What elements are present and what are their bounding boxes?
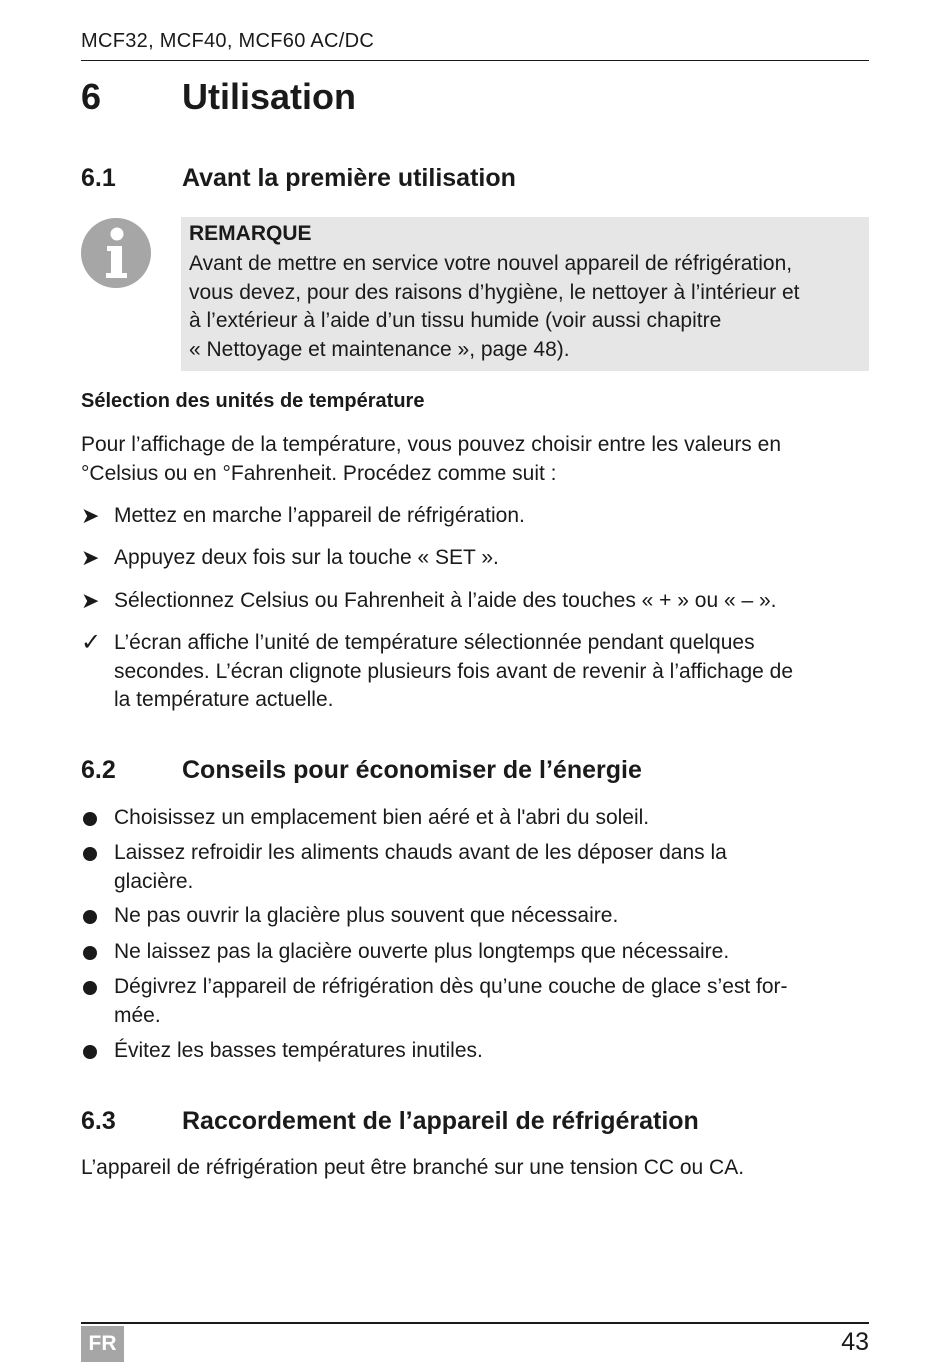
arrow-icon: ➤ xyxy=(81,545,100,570)
bullet-text: Choisissez un emplacement bien aéré et à l'abri du soleil. xyxy=(114,806,650,829)
result-line: L’écran affiche l’unité de température sélectionnée pendant quelques xyxy=(114,631,755,654)
note-line: « Nettoyage et maintenance », page 48). xyxy=(189,337,570,361)
note-title: REMARQUE xyxy=(189,222,312,245)
section-6-3-number: 6.3 xyxy=(81,1107,116,1135)
step-text: Appuyez deux fois sur la touche « SET ». xyxy=(114,546,499,569)
bullet-item xyxy=(81,973,869,1030)
result-line: secondes. L’écran clignote plusieurs fois avant de revenir à l’affichage de xyxy=(114,659,794,683)
note-line: à l’extérieur à l’aide d’un tissu humide (voir aussi chapitre xyxy=(189,309,722,332)
check-icon: ✓ xyxy=(81,629,102,656)
bullet-icon xyxy=(83,946,97,960)
step-text: Mettez en marche l’appareil de réfrigération. xyxy=(114,504,525,527)
bullet-item xyxy=(81,1037,869,1066)
chapter-title: Utilisation xyxy=(182,76,357,117)
section-6-1-number: 6.1 xyxy=(81,164,116,192)
bullet-item xyxy=(81,902,869,931)
bullet-icon xyxy=(83,910,97,924)
section-6-1-title: Avant la première utilisation xyxy=(182,164,516,192)
result-text xyxy=(114,629,869,715)
bullet-line: Laissez refroidir les aliments chauds avant de les déposer dans la xyxy=(114,841,727,864)
bullet-text xyxy=(114,839,869,896)
intro-paragraph xyxy=(81,431,869,488)
subheading-temperature-units: Sélection des unités de température xyxy=(81,390,425,412)
result-line: la température actuelle. xyxy=(114,688,334,711)
page-number: 43 xyxy=(841,1328,869,1356)
chapter-number: 6 xyxy=(81,76,102,117)
bullet-line: glacière. xyxy=(114,869,194,893)
bullet-text: Ne pas ouvrir la glacière plus souvent que nécessaire. xyxy=(114,904,619,927)
footer-rule xyxy=(81,1322,869,1324)
step-item xyxy=(81,544,869,573)
arrow-icon: ➤ xyxy=(81,588,100,613)
bullet-line: Dégivrez l’appareil de réfrigération dès qu’une couche de glace s’est for- xyxy=(114,975,788,998)
section-6-2-title: Conseils pour économiser de l’énergie xyxy=(182,756,642,784)
header-rule xyxy=(81,60,869,61)
bullet-text: Évitez les basses températures inutiles. xyxy=(114,1039,483,1062)
note-line: Avant de mettre en service votre nouvel appareil de réfrigération, xyxy=(189,252,793,275)
section-6-2-number: 6.2 xyxy=(81,756,116,784)
bullet-item xyxy=(81,804,869,833)
intro-line: °Celsius ou en °Fahrenheit. Procédez comme suit : xyxy=(81,461,557,485)
step-item xyxy=(81,587,869,616)
result-item xyxy=(81,629,869,715)
bullet-line: mée. xyxy=(114,1003,161,1027)
running-header: MCF32, MCF40, MCF60 AC/DC xyxy=(81,30,375,52)
step-item xyxy=(81,502,869,531)
bullet-icon xyxy=(83,847,97,861)
bullet-text: Ne laissez pas la glacière ouverte plus longtemps que nécessaire. xyxy=(114,940,730,963)
language-badge: FR xyxy=(81,1326,124,1362)
bullet-text xyxy=(114,973,869,1030)
step-text: Sélectionnez Celsius ou Fahrenheit à l’aide des touches « + » ou « – ». xyxy=(114,589,777,612)
bullet-item xyxy=(81,839,869,896)
bullet-icon xyxy=(83,981,97,995)
intro-line: Pour l’affichage de la température, vous pouvez choisir entre les valeurs en xyxy=(81,433,782,456)
section-6-3-text: L’appareil de réfrigération peut être branché sur une tension CC ou CA. xyxy=(81,1156,745,1179)
bullet-item xyxy=(81,938,869,967)
section-6-3-title: Raccordement de l’appareil de réfrigération xyxy=(182,1107,699,1135)
bullet-icon xyxy=(83,812,97,826)
info-icon xyxy=(80,217,152,289)
arrow-icon: ➤ xyxy=(81,503,100,528)
note-line: vous devez, pour des raisons d’hygiène, le nettoyer à l’intérieur et xyxy=(189,280,800,304)
bullet-icon xyxy=(83,1045,97,1059)
note-body xyxy=(189,250,865,364)
